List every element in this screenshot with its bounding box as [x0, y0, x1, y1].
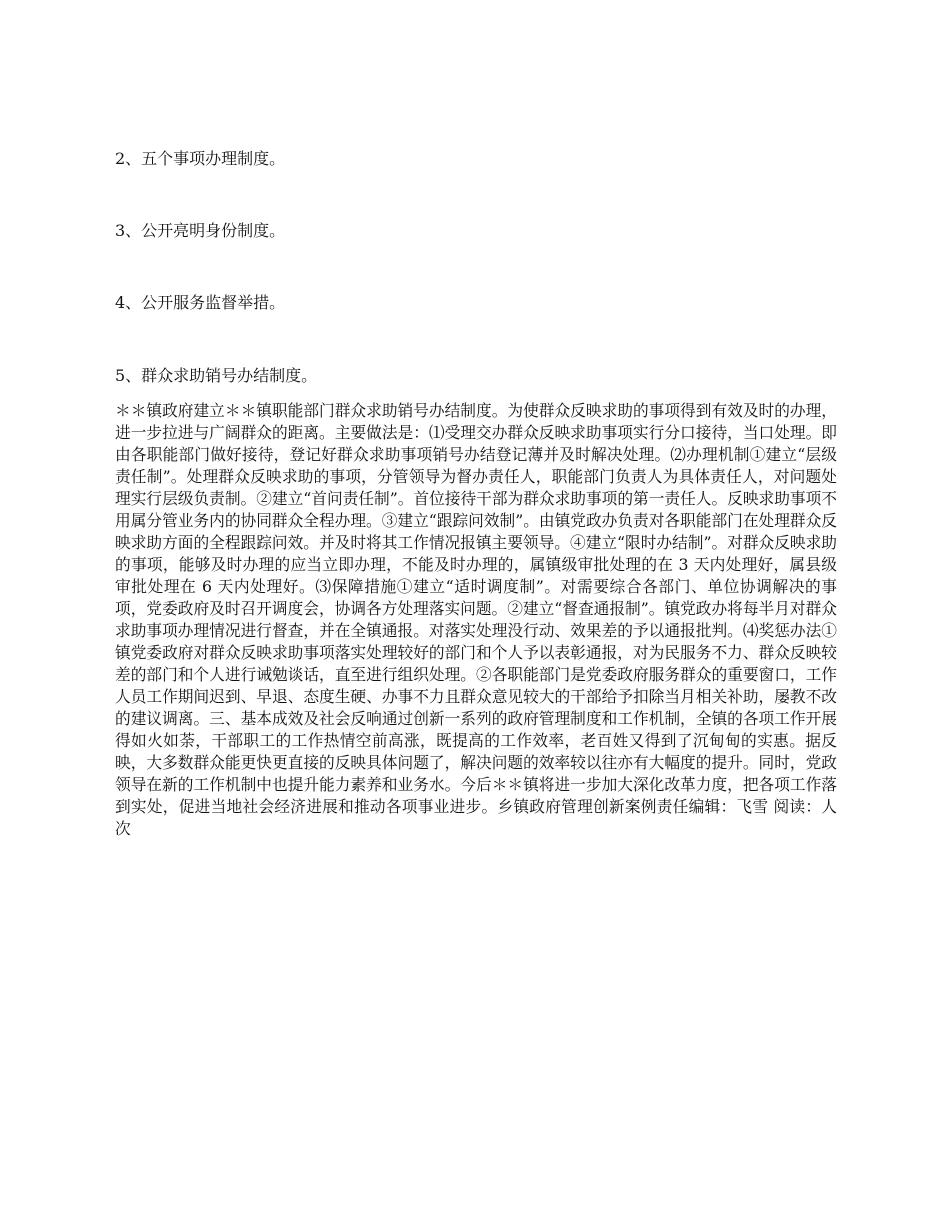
section-heading-3: 3、公开亮明身份制度。: [115, 221, 286, 240]
section-heading-2: 2、五个事项办理制度。: [115, 149, 286, 168]
section-heading-4: 4、公开服务监督举措。: [115, 293, 286, 312]
section-heading-5: 5、群众求助销号办结制度。: [115, 366, 318, 385]
body-paragraph: ＊＊镇政府建立＊＊镇职能部门群众求助销号办结制度。为使群众反映求助的事项得到有效及时的办理，进一步拉进与广阔群众的距离。主要做法是：⑴受理交办群众反映求助事项实行分口接待，当口处理。即由各职能部门做好接待，登记好群众求助事项销号办结登记薄并及时解决处理。⑵办理机制①建立“层级责任制”。处理群众反映求助的事项，分管领导为督办责任人，职能部门负责人为具体责任人，对问题处理实行层级负责制。②建立“首问责任制”。首位接待干部为群众求助事项的第一责任人。反映求助事项不用属分管业务内的协同群众全程办理。③建立“跟踪问效制”。由镇党政办负责对各职能部门在处理群众反映求助方面的全程跟踪问效。并及时将其工作情况报镇主要领导。④建立“限时办结制”。对群众反映求助的事项，能够及时办理的应当立即办理，不能及时办理的，属镇级审批处理的在 3 天内处理好，属县级审批处理在 6 天内处理好。⑶保障措施①建立“适时调度制”。对需要综合各部门、单位协调解决的事项，党委政府及时召开调度会，协调各方处理落实问题。②建立“督查通报制”。镇党政办将每半月对群众求助事项办理情况进行督查，并在全镇通报。对落实处理没行动、效果差的予以通报批判。⑷奖惩办法①镇党委政府对群众反映求助事项落实处理较好的部门和个人予以表彰通报，对为民服务不力、群众反映较差的部门和个人进行诫勉谈话，直至进行组织处理。②各职能部门是党委政府服务群众的重要窗口，工作人员工作期间迟到、早退、态度生硬、办事不力且群众意见较大的干部给予扣除当月相关补助，屡教不改的建议调离。三、基本成效及社会反响通过创新一系列的政府管理制度和工作机制，全镇的各项工作开展得如火如荼，干部职工的工作热情空前高涨，既提高的工作效率，老百姓又得到了沉甸甸的实惠。据反映，大多数群众能更快更直接的反映具体问题了，解决问题的效率较以往亦有大幅度的提升。同时，党政领导在新的工作机制中也提升能力素养和业务水。今后＊＊镇将进一步加大深化改革力度，把各项工作落到实处，促进当地社会经济进展和推动各项事业进步。乡镇政府管理创新案例责任编辑：飞雪 阅读：人次: [115, 401, 837, 838]
